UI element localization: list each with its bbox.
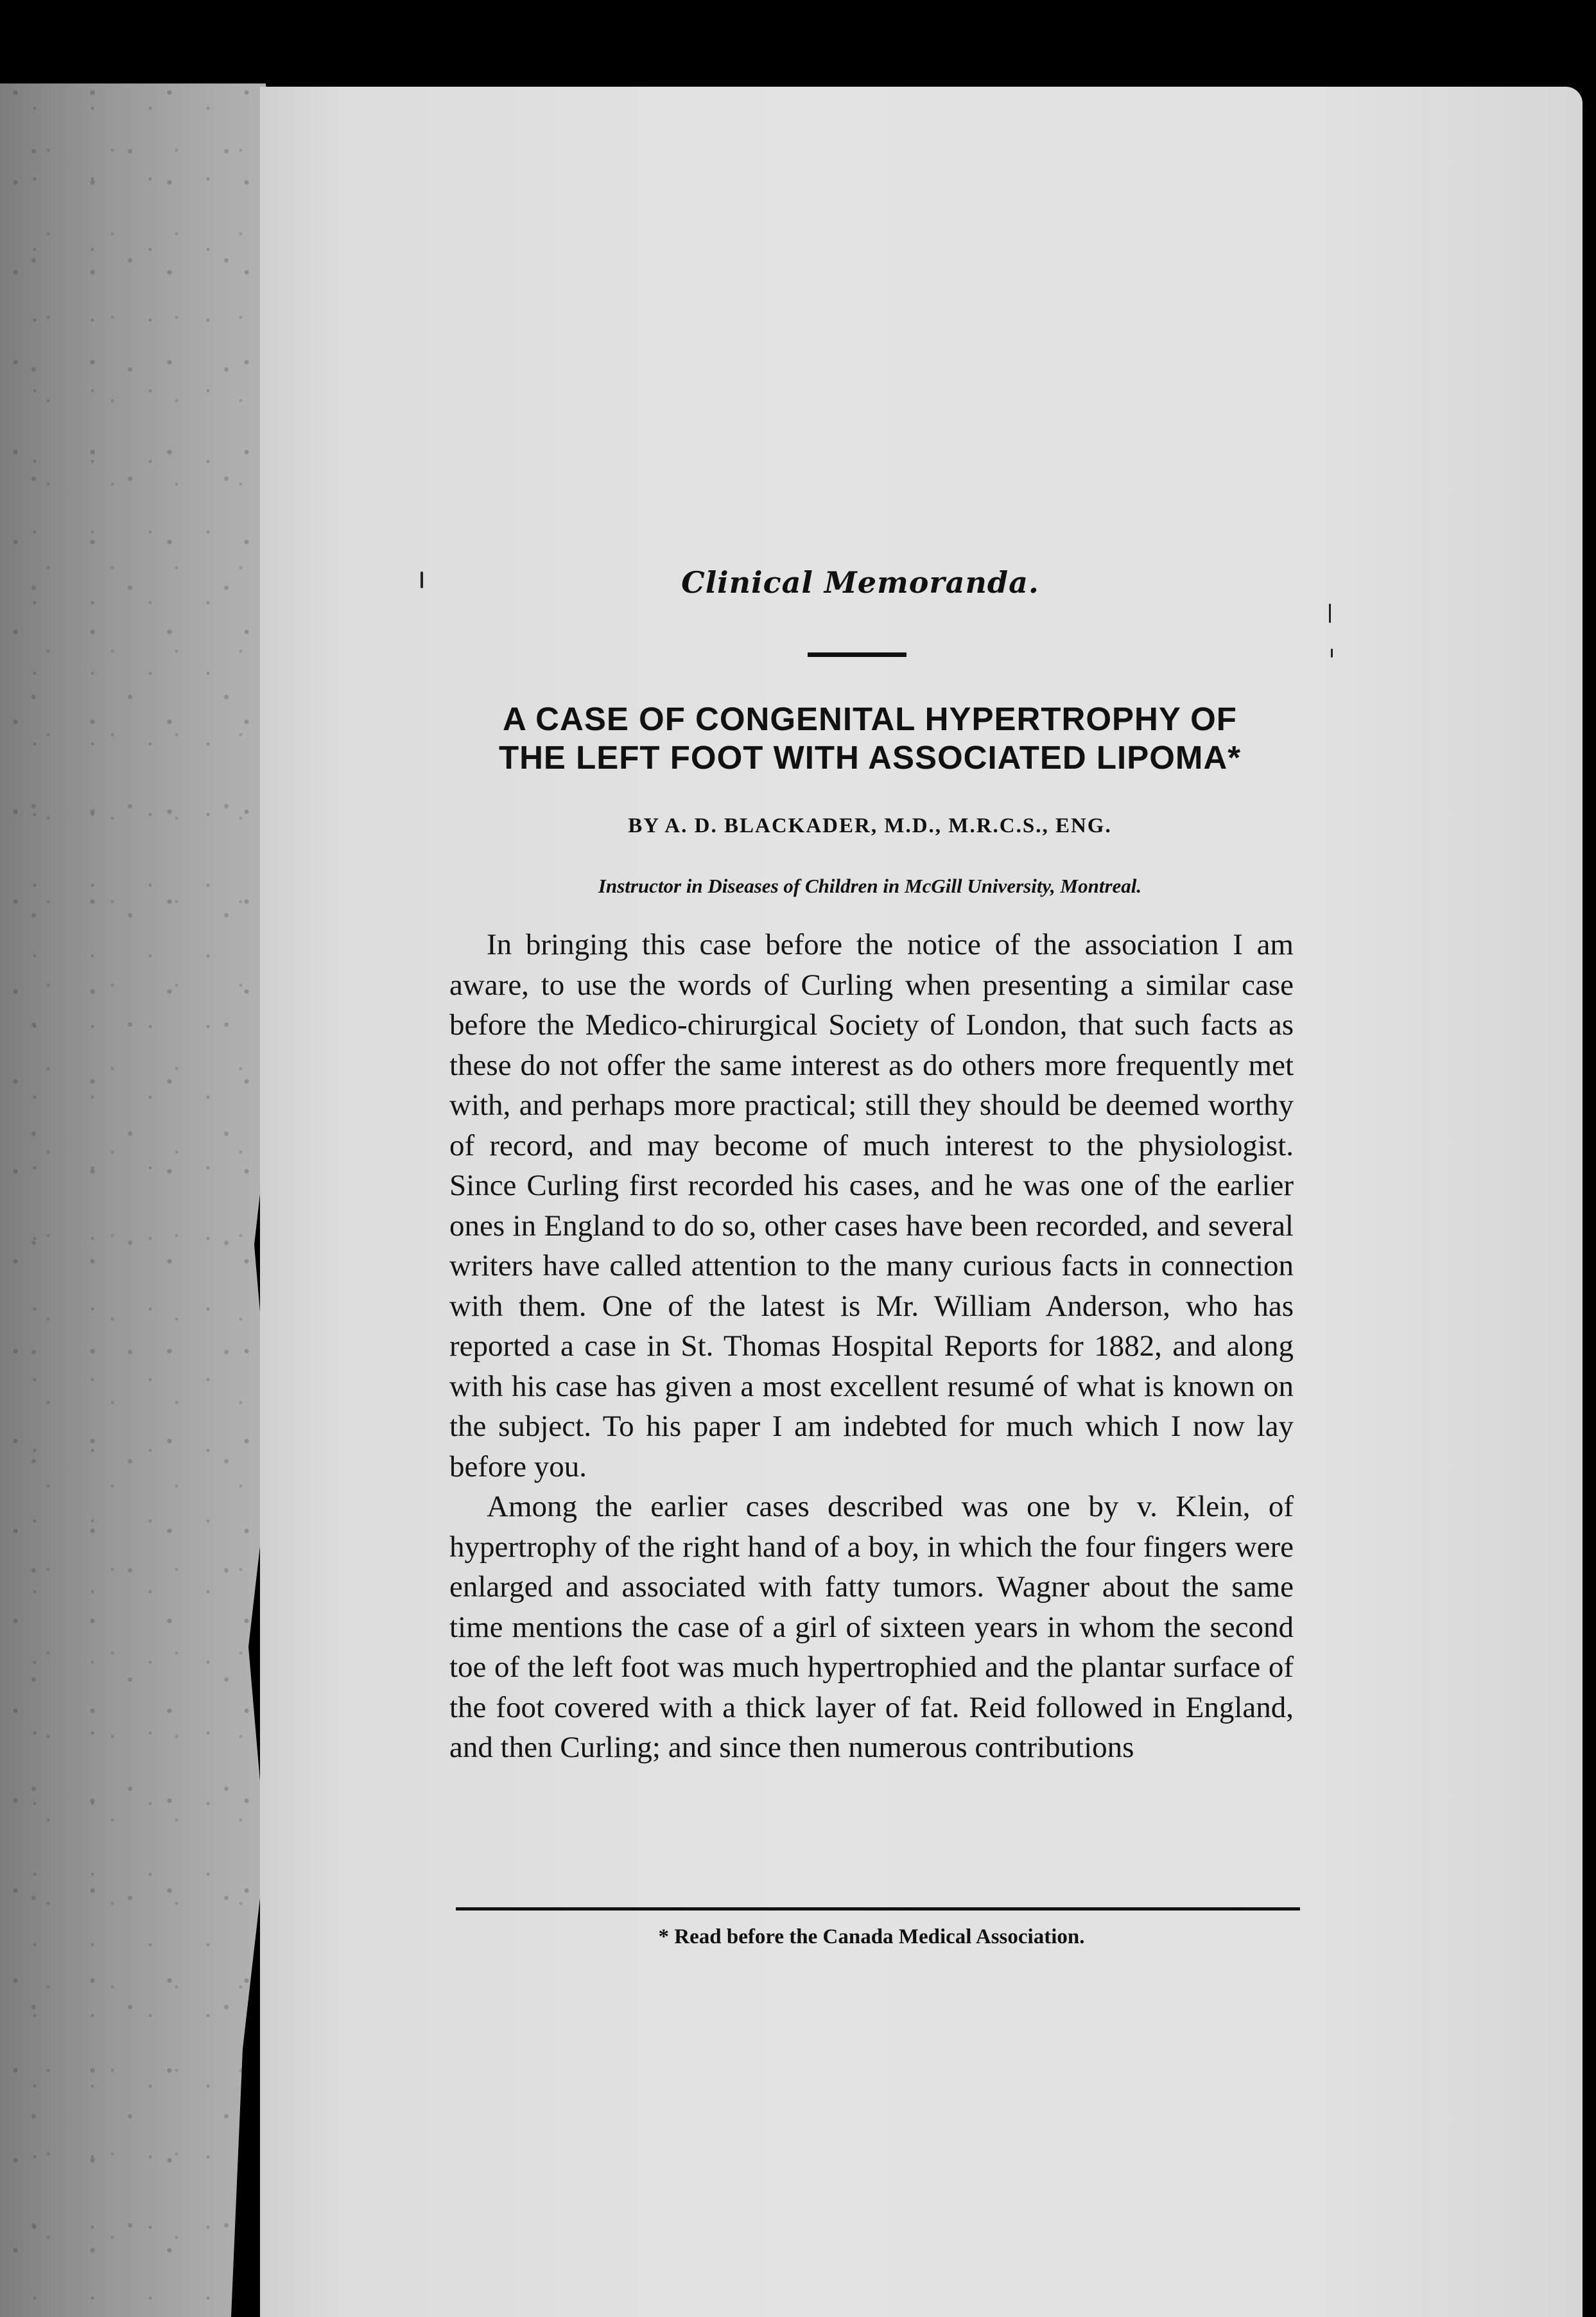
author-affiliation: Instructor in Diseases of Children in McGill University, Montreal. — [598, 875, 1142, 897]
paragraph: In bringing this case before the notice of the association I am aware, to use the words of Curling when presenting a similar case before the Medico-chirurgical Society of London, that such facts as these do not offer the same interest as do others more frequently met with, and perhaps more practical; still they should be deemed worthy of record, and may become of much interest to the physiologist. Since Curling first recorded his cases, and he was one of the earlier ones in England to do so, other cases have been recorded, and several writers have called attention to the many curious facts in connection with them. One of the latest is Mr. William Anderson, who has reported a case in St. Thomas Hospital Reports for 1882, and along with his case has given a most excellent resumé of what is known on the subject. To his paper I am indebted for much which I now lay before you. — [449, 928, 1294, 1483]
author-byline: BY A. D. BLACKADER, M.D., M.R.C.S., ENG. — [628, 814, 1112, 837]
margin-mark — [421, 572, 423, 588]
margin-mark — [1329, 604, 1331, 623]
article-body — [449, 925, 1294, 1768]
paper-texture — [0, 83, 289, 2317]
section-heading: Clinical Memoranda. — [681, 565, 1039, 600]
heading-rule — [808, 652, 906, 657]
footnote: * Read before the Canada Medical Association. — [658, 1925, 1085, 1948]
paragraph: Among the earlier cases described was one by v. Klein, of hypertrophy of the right hand of a boy, in which the four fingers were enlarged and associated with fatty tumors. Wagner about the same time mentions the case of a girl of sixteen years in whom the second toe of the left foot was much hypertrophied and the plantar surface of the foot covered with a thick layer of fat. Reid followed in England, and then Curling; and since then numerous contributions — [449, 1490, 1294, 1764]
title-line: THE LEFT FOOT WITH ASSOCIATED LIPOMA* — [498, 739, 1242, 776]
margin-mark — [1331, 649, 1333, 658]
footnote-rule — [456, 1907, 1300, 1910]
title-line: A CASE OF CONGENITAL HYPERTROPHY OF — [503, 701, 1237, 737]
article-title — [443, 700, 1297, 777]
